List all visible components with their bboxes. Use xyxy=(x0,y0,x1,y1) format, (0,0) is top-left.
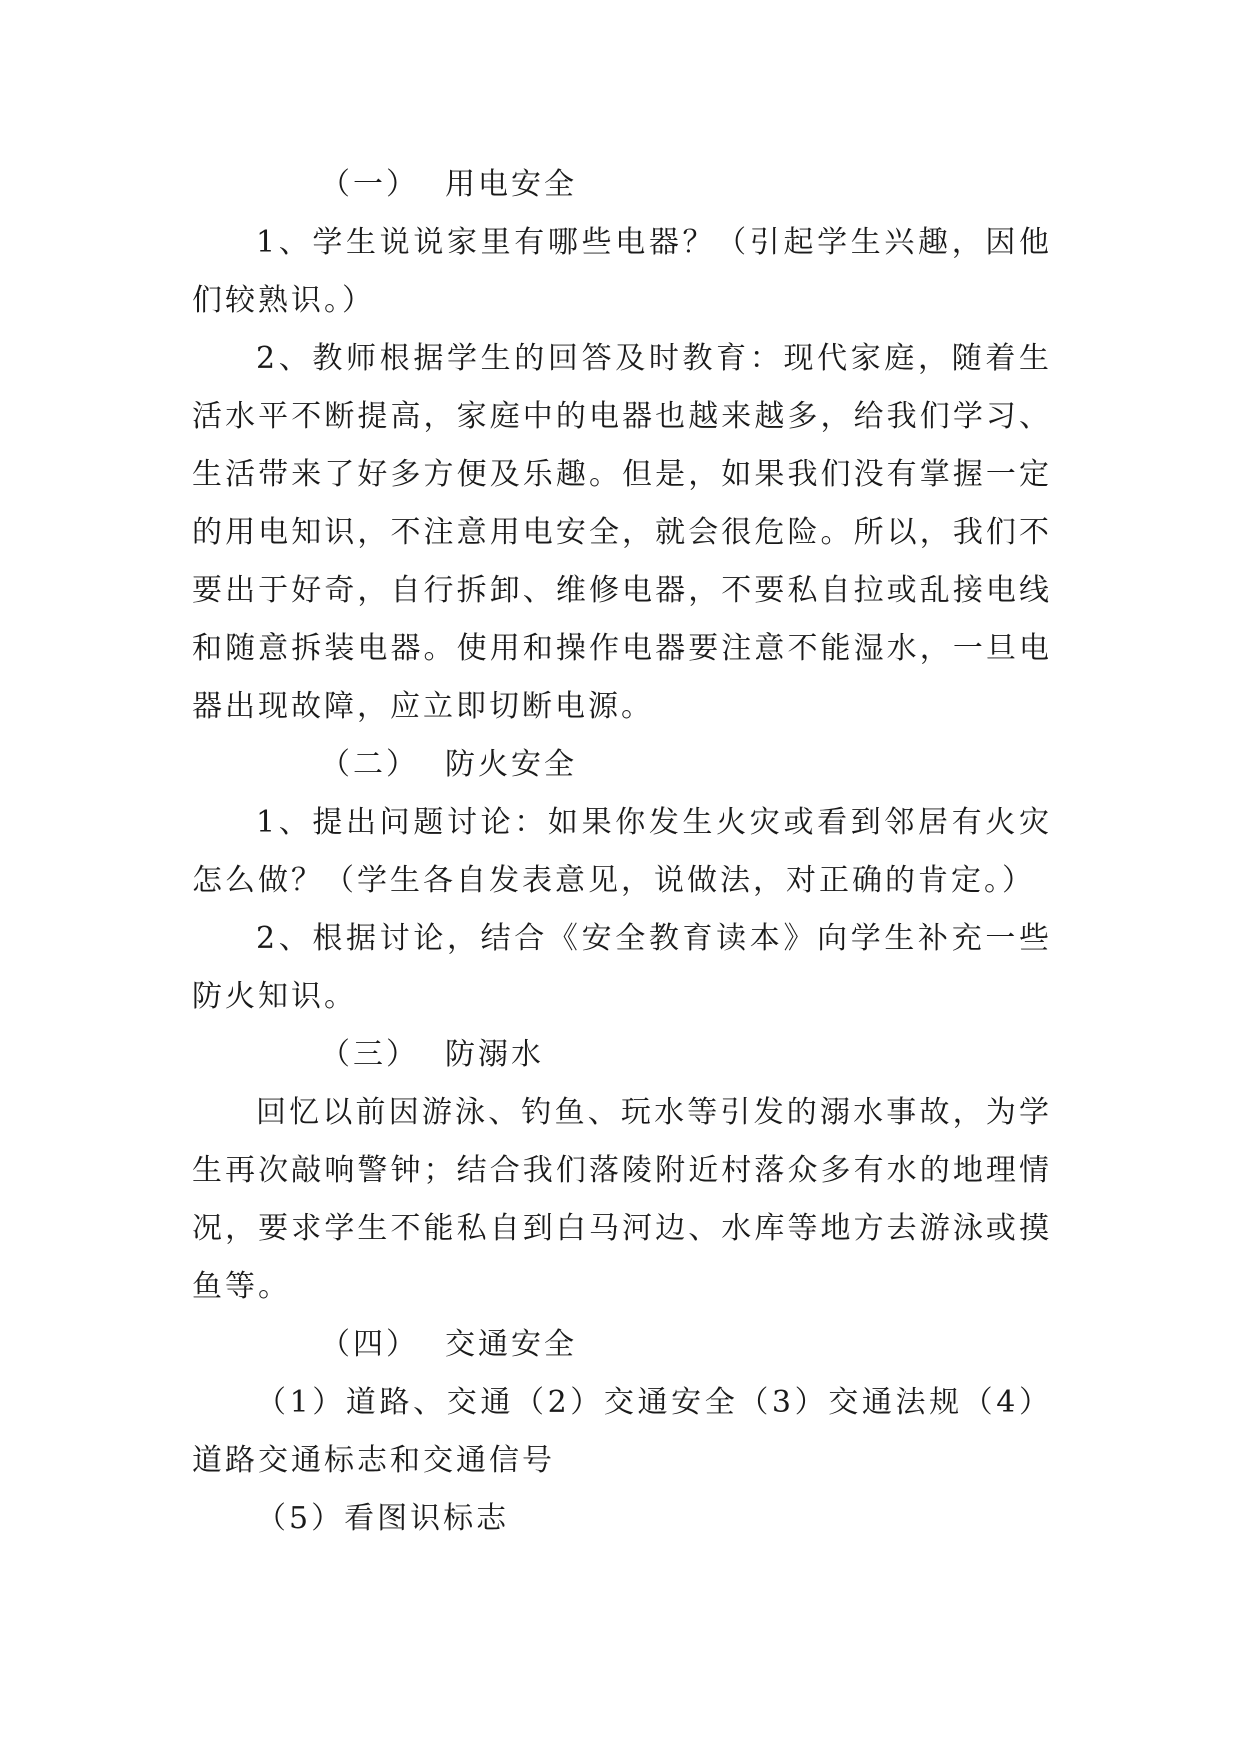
section-title: 防火安全 xyxy=(445,747,577,782)
section-title: 交通安全 xyxy=(445,1327,577,1362)
paragraph: 1、提出问题讨论：如果你发生火灾或看到邻居有火灾怎么做？（学生各自发表意见，说做法，对正确的肯定。） xyxy=(192,805,1052,898)
section-title: 用电安全 xyxy=(445,167,577,202)
section-heading-3 xyxy=(192,1026,1052,1084)
section-number: （四） xyxy=(320,1327,419,1362)
section-number: （三） xyxy=(320,1037,419,1072)
section-title: 防溺水 xyxy=(445,1037,544,1072)
section-number: （一） xyxy=(320,167,419,202)
paragraph: 2、教师根据学生的回答及时教育：现代家庭，随着生活水平不断提高，家庭中的电器也越来越多，给我们学习、生活带来了好多方便及乐趣。但是，如果我们没有掌握一定的用电知识，不注意用电安全，就会很危险。所以，我们不要出于好奇，自行拆卸、维修电器，不要私自拉或乱接电线和随意拆装电器。使用和操作电器要注意不能湿水，一旦电器出现故障，应立即切断电源。 xyxy=(192,341,1052,724)
section-heading-1 xyxy=(192,156,1052,214)
paragraph: （5）看图识标志 xyxy=(256,1501,510,1536)
paragraph: （1）道路、交通（2）交通安全（3）交通法规（4）道路交通标志和交通信号 xyxy=(192,1385,1052,1478)
paragraph: 1、学生说说家里有哪些电器？（引起学生兴趣，因他们较熟识。） xyxy=(192,225,1052,318)
document-body xyxy=(192,156,1052,1548)
section-heading-2 xyxy=(192,736,1052,794)
section-heading-4 xyxy=(192,1316,1052,1374)
section-number: （二） xyxy=(320,747,419,782)
paragraph: 2、根据讨论，结合《安全教育读本》向学生补充一些防火知识。 xyxy=(192,921,1052,1014)
paragraph: 回忆以前因游泳、钓鱼、玩水等引发的溺水事故，为学生再次敲响警钟；结合我们落陵附近村落众多有水的地理情况，要求学生不能私自到白马河边、水库等地方去游泳或摸鱼等。 xyxy=(192,1095,1052,1304)
